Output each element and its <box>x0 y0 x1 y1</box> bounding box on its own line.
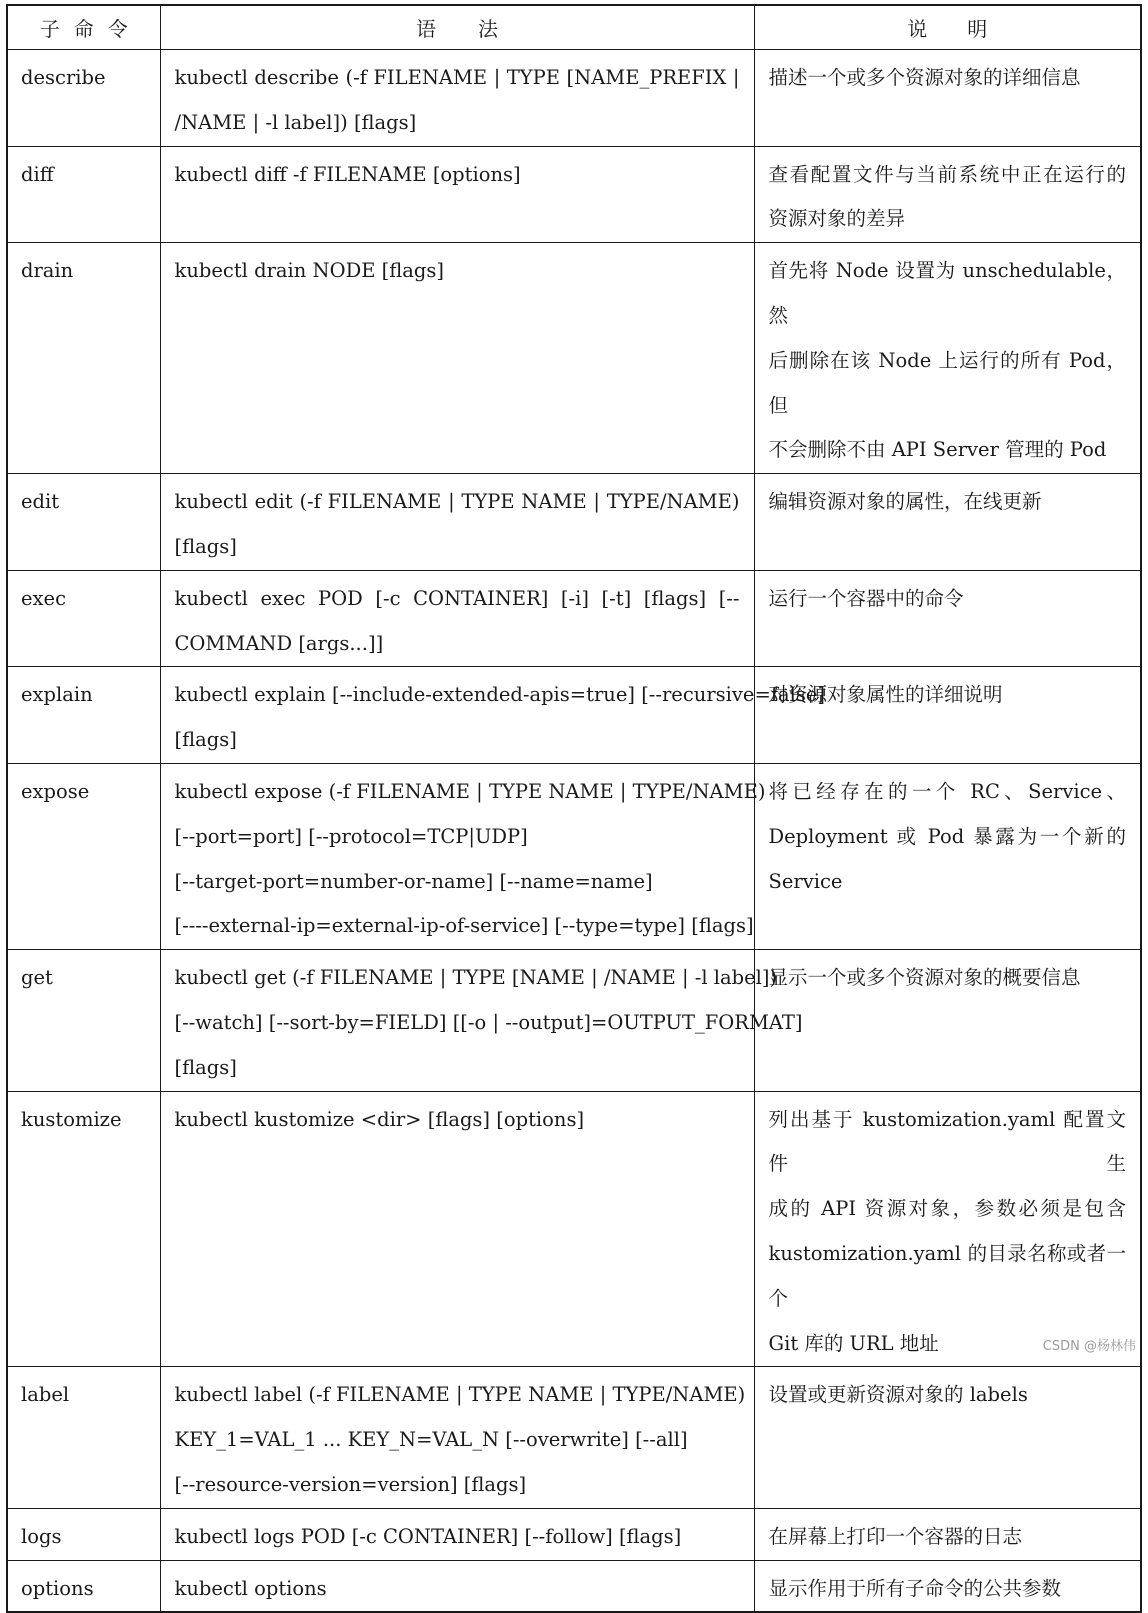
description-line: 列出基于 kustomization.yaml 配置文件生 <box>768 1107 1126 1176</box>
syntax-line: [--watch] [--sort-by=FIELD] [[-o | --output]=OUTPUT_FORMAT] <box>174 1010 803 1034</box>
syntax-line: [--port=port] [--protocol=TCP|UDP] <box>174 824 528 848</box>
syntax-cell <box>160 474 754 571</box>
table-header-row <box>7 5 1141 50</box>
syntax-cell <box>160 243 754 474</box>
syntax-line: [----external-ip=external-ip-of-service] [--type=type] [flags] <box>174 914 754 938</box>
table-row <box>7 474 1141 571</box>
syntax-line: kubectl diff -f FILENAME [options] <box>174 162 521 186</box>
subcommand-name: describe <box>7 50 160 147</box>
description-cell <box>754 1367 1141 1508</box>
table-row <box>7 667 1141 764</box>
description-cell <box>754 570 1141 667</box>
subcommand-name: edit <box>7 474 160 571</box>
description-line: 后删除在该 Node 上运行的所有 Pod，但 <box>768 348 1126 417</box>
table-row <box>7 1560 1141 1612</box>
syntax-line: kubectl kustomize <dir> [flags] [options] <box>174 1107 585 1131</box>
kubectl-subcommand-table <box>6 4 1142 1613</box>
description-cell <box>754 474 1141 571</box>
syntax-line: [flags] <box>174 728 237 752</box>
header-syntax: 语法 <box>160 5 754 50</box>
subcommand-name: options <box>7 1560 160 1612</box>
table-row <box>7 763 1141 949</box>
syntax-line: [--target-port=number-or-name] [--name=name] <box>174 869 653 893</box>
syntax-line: [flags] <box>174 534 237 558</box>
syntax-cell <box>160 146 754 243</box>
description-line: 首先将 Node 设置为 unschedulable，然 <box>768 259 1126 327</box>
table-row <box>7 570 1141 667</box>
syntax-cell <box>160 950 803 1091</box>
subcommand-name: kustomize <box>7 1091 160 1367</box>
subcommand-name: expose <box>7 763 160 949</box>
syntax-line: kubectl get (-f FILENAME | TYPE [NAME | /NAME | -l label]) <box>174 966 778 990</box>
subcommand-name: diff <box>7 146 160 243</box>
syntax-cell <box>160 1367 754 1508</box>
header-description: 说明 <box>754 5 1141 50</box>
syntax-cell <box>160 1508 754 1560</box>
syntax-line: kubectl edit (-f FILENAME | TYPE NAME | TYPE/NAME) <box>174 490 740 514</box>
description-line: 描述一个或多个资源对象的详细信息 <box>768 66 1081 89</box>
description-line: Deployment 或 Pod 暴露为一个新的 <box>768 824 1126 848</box>
syntax-cell <box>160 570 754 667</box>
watermark: CSDN @杨林伟 <box>1042 1339 1136 1354</box>
syntax-cell <box>160 1091 754 1367</box>
table-row <box>7 146 1141 243</box>
table-row <box>7 243 1141 474</box>
syntax-line: kubectl expose (-f FILENAME | TYPE NAME | TYPE/NAME) <box>174 779 766 803</box>
description-line: 对资源对象属性的详细说明 <box>768 683 1003 707</box>
syntax-cell <box>160 50 754 147</box>
description-line: 成的 API 资源对象，参数必须是包含 <box>768 1197 1126 1221</box>
syntax-line: COMMAND [args...]] <box>174 631 384 655</box>
subcommand-name: exec <box>7 570 160 667</box>
description-cell <box>754 763 1141 949</box>
description-line: 编辑资源对象的属性，在线更新 <box>768 490 1042 514</box>
description-cell <box>754 667 1141 764</box>
description-line: 设置或更新资源对象的 labels <box>768 1383 1028 1407</box>
description-cell <box>754 50 1141 147</box>
description-line: 查看配置文件与当前系统中正在运行的 <box>768 162 1126 186</box>
description-line: 显示一个或多个资源对象的概要信息 <box>768 966 1081 990</box>
description-line: 资源对象的差异 <box>768 207 906 231</box>
subcommand-name: explain <box>7 667 160 764</box>
subcommand-name: logs <box>7 1508 160 1560</box>
syntax-line: [--resource-version=version] [flags] <box>174 1472 527 1496</box>
description-line: 在屏幕上打印一个容器的日志 <box>768 1524 1023 1548</box>
header-subcommand: 子命令 <box>7 5 160 50</box>
description-line: kustomization.yaml 的目录名称或者一个 <box>768 1241 1126 1310</box>
syntax-cell <box>160 763 766 949</box>
description-line: 不会删除不由 API Server 管理的 Pod <box>768 438 1107 462</box>
description-cell <box>754 950 1141 1091</box>
table-row <box>7 950 1141 1091</box>
description-line: Git 库的 URL 地址 <box>768 1331 939 1355</box>
description-cell <box>754 146 1141 243</box>
subcommand-name: drain <box>7 243 160 474</box>
table-row <box>7 50 1141 147</box>
description-cell <box>754 1091 1141 1367</box>
subcommand-name: label <box>7 1367 160 1508</box>
syntax-line: [flags] <box>174 1055 237 1079</box>
syntax-line: kubectl drain NODE [flags] <box>174 259 444 283</box>
syntax-cell <box>160 1560 754 1612</box>
description-line: Service <box>768 869 843 893</box>
description-line: 显示作用于所有子命令的公共参数 <box>768 1576 1062 1600</box>
table-row <box>7 1091 1141 1367</box>
syntax-cell <box>160 667 826 764</box>
description-cell <box>754 243 1141 474</box>
description-cell <box>754 1560 1141 1612</box>
table-row <box>7 1367 1141 1508</box>
syntax-line: KEY_1=VAL_1 ... KEY_N=VAL_N [--overwrite] [--all] <box>174 1428 688 1452</box>
subcommand-name: get <box>7 950 160 1091</box>
table-row <box>7 1508 1141 1560</box>
syntax-line: kubectl exec POD [-c CONTAINER] [-i] [-t] [flags] [-- <box>174 586 740 610</box>
syntax-line: kubectl options <box>174 1576 327 1600</box>
syntax-line: kubectl explain [--include-extended-apis=true] [--recursive=false] <box>174 683 826 707</box>
syntax-line: kubectl describe (-f FILENAME | TYPE [NAME_PREFIX | <box>174 66 740 89</box>
syntax-line: kubectl logs POD [-c CONTAINER] [--follow] [flags] <box>174 1524 682 1548</box>
description-line: 运行一个容器中的命令 <box>768 586 964 610</box>
description-line: 将已经存在的一个 RC、Service、 <box>768 779 1126 803</box>
syntax-line: kubectl label (-f FILENAME | TYPE NAME | TYPE/NAME) <box>174 1383 746 1407</box>
syntax-line: /NAME | -l label]) [flags] <box>174 110 417 134</box>
description-cell <box>754 1508 1141 1560</box>
